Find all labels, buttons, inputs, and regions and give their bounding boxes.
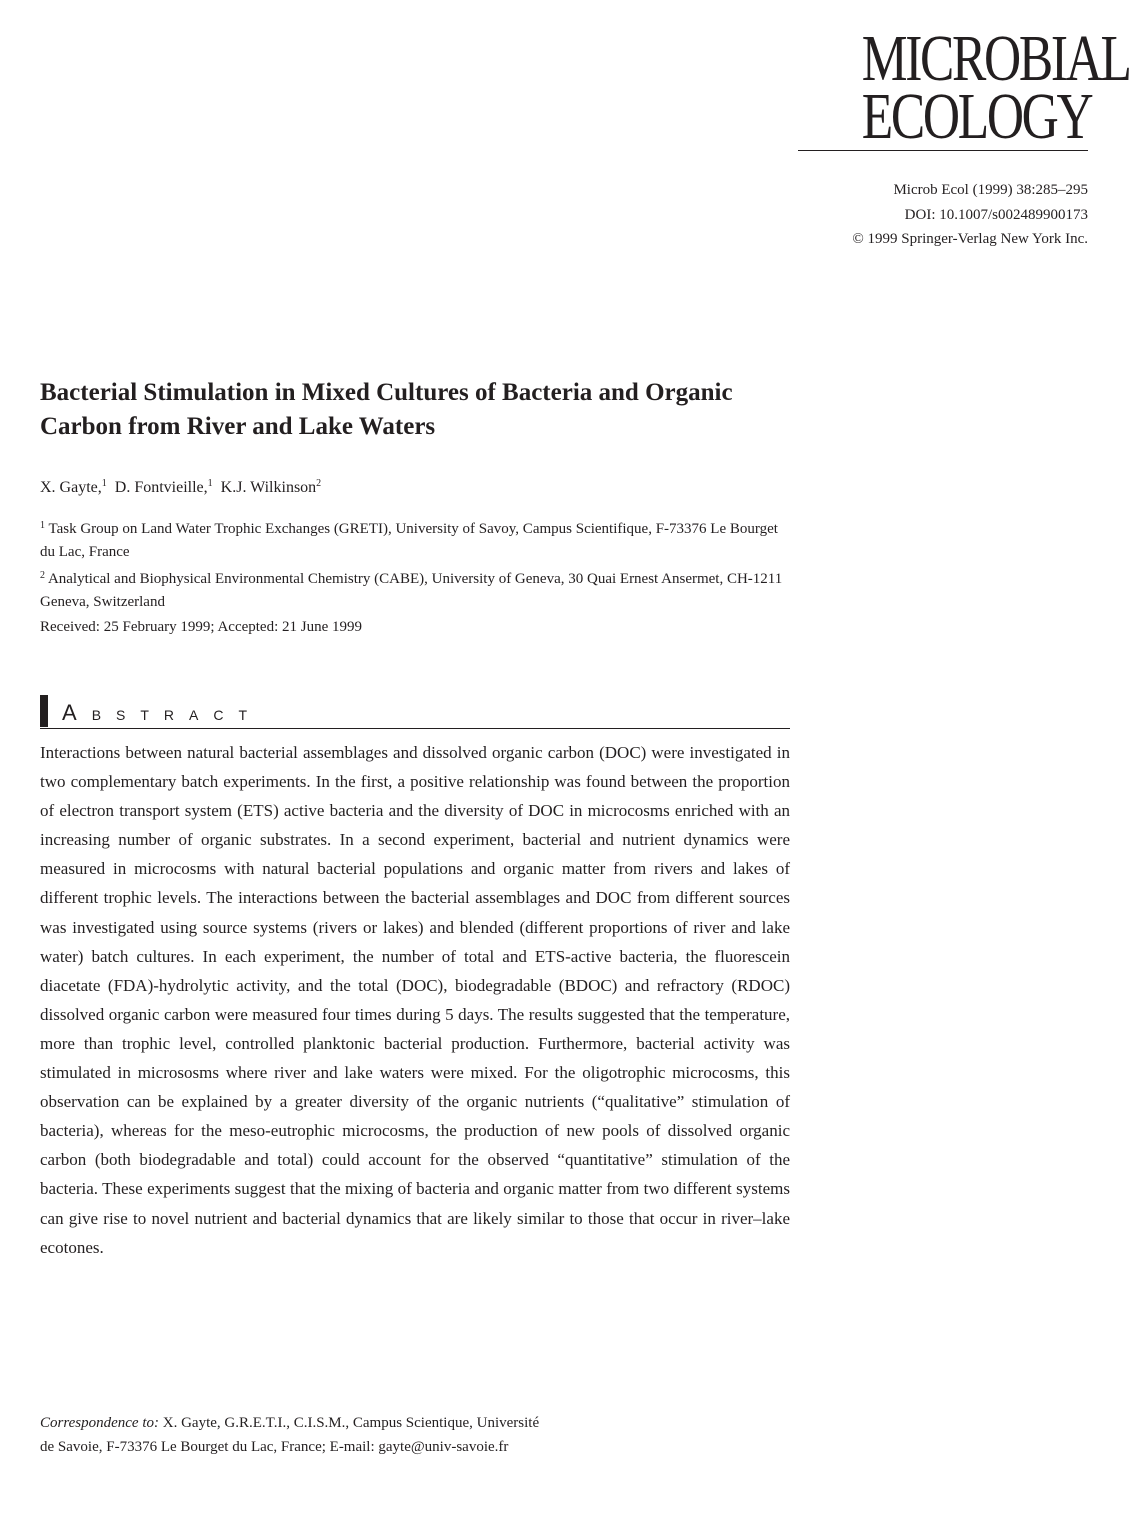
- author-affiliation-mark: 1: [207, 478, 213, 489]
- author-name: X. Gayte,: [40, 479, 102, 496]
- affiliation-number: 2: [40, 570, 45, 581]
- affiliation-text: Task Group on Land Water Trophic Exchanges (GRETI), University of Savoy, Campus Scientifique, F-73376 Le Bourget du Lac, France: [40, 521, 778, 560]
- citation-volume: Microb Ecol (1999) 38:285–295: [893, 182, 1088, 198]
- journal-logo: [798, 22, 1130, 153]
- abstract-heading-label: [62, 700, 262, 726]
- citation-doi: DOI: 10.1007/s002489900173: [904, 206, 1088, 223]
- journal-logo-line2: ECOLOGY: [861, 80, 1092, 153]
- correspondence-text: X. Gayte, G.R.E.T.I., C.I.S.M., Campus Scientique, Université de Savoie, F-73376 Le Bourget du Lac, France; E-mail: gayte@univ-savoie.fr: [40, 1415, 540, 1455]
- affiliation-item: [40, 564, 790, 614]
- affiliation-item: [40, 514, 790, 564]
- author-affiliation-mark: 1: [101, 478, 107, 489]
- affiliation-text: Analytical and Biophysical Environmental Chemistry (CABE), University of Geneva, 30 Quai Ernest Ansermet, CH-1211 Geneva, Switzerland: [40, 571, 783, 610]
- author-affiliation-mark: 2: [316, 478, 322, 489]
- abstract-text: Interactions between natural bacterial assemblages and dissolved organic carbon (DOC) were investigated in two complementary batch experiments. In the first, a positive relationship was found between the proportion of electron transport system (ETS) active bacteria and the diversity of DOC in microcosms enriched with an increasing number of organic substrates. In a second experiment, bacterial and nutrient dynamics were measured in microcosms with natural bacterial populations and organic matter from rivers and lakes of different trophic levels. The interactions between the bacterial assemblages and DOC from different sources was investigated using source systems (rivers or lakes) and blended (different proportions of river and lake water) batch cultures. In each experiment, the number of total and ETS-active bacteria, the fluorescein diacetate (FDA)-hydrolytic activity, and the total (DOC), biodegradable (BDOC) and refractory (RDOC) dissolved organic carbon were measured four times during 5 days. The results suggested that the temperature, more than trophic level, controlled planktonic bacterial production. Furthermore, bacterial activity was stimulated in micrososms where river and lake waters were mixed. For the oligotrophic microcosms, this observation can be explained by a greater diversity of the organic nutrients (“qualitative” stimulation of bacteria), whereas for the meso-eutrophic microcosms, the production of new pools of dissolved organic carbon (both biodegradable and total) could account for the observed “quantitative” stimulation of the bacteria. These experiments suggest that the mixing of bacteria and organic matter from two different systems can give rise to novel nutrient and bacterial dynamics that are likely similar to those that occur in river–lake ecotones.: [40, 743, 790, 1257]
- received-dates: Received: 25 February 1999; Accepted: 21 June 1999: [40, 619, 363, 635]
- author-name: D. Fontvieille,: [114, 479, 208, 496]
- correspondence-footnote: [40, 1411, 555, 1459]
- abstract-heading-bar: [40, 695, 48, 727]
- citation-block: [852, 178, 1088, 252]
- abstract-heading: [40, 695, 790, 729]
- abstract-heading-rest: BSTRACT: [91, 707, 263, 723]
- author-name: K.J. Wilkinson: [220, 479, 317, 496]
- citation-copyright: © 1999 Springer-Verlag New York Inc.: [852, 231, 1088, 247]
- author-list: [40, 478, 321, 497]
- article-title: Bacterial Stimulation in Mixed Cultures of Bacteria and Organic Carbon from River and Lake Waters: [40, 379, 733, 440]
- affiliations: [40, 514, 790, 614]
- affiliation-number: 1: [40, 520, 45, 531]
- correspondence-lead: Correspondence to:: [40, 1415, 160, 1431]
- journal-logo-line1: MICROBIAL: [861, 22, 1130, 95]
- abstract-heading-initial: A: [62, 700, 92, 725]
